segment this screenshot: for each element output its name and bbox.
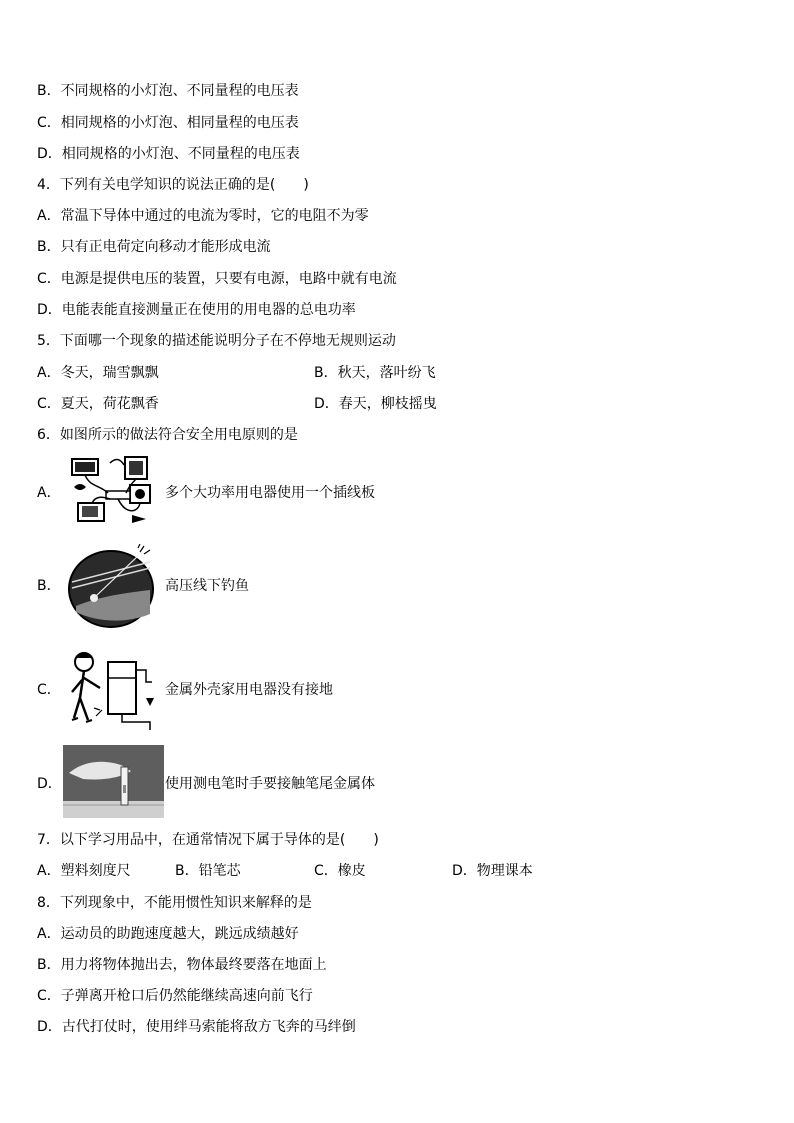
q3-option-c: C．相同规格的小灯泡、相同量程的电压表 — [37, 115, 299, 131]
q3-option-b: B．不同规格的小灯泡、不同量程的电压表 — [37, 83, 299, 99]
q8-stem: 8．下列现象中，不能用惯性知识来解释的是 — [37, 895, 312, 911]
power-strip-appliances-image — [70, 455, 162, 527]
q8-option-b: B．用力将物体抛出去，物体最终要落在地面上 — [37, 957, 327, 973]
q7-stem: 7．以下学习用品中，在通常情况下属于导体的是( ) — [37, 832, 379, 848]
q8-option-c: C．子弹离开枪口后仍然能继续高速向前飞行 — [37, 988, 313, 1004]
q6-option-a-caption: 多个大功率用电器使用一个插线板 — [165, 485, 375, 501]
q6-option-d-caption: 使用测电笔时手要接触笔尾金属体 — [165, 776, 375, 792]
q8-option-d: D．古代打仗时，使用绊马索能将敌方飞奔的马绊倒 — [37, 1019, 356, 1035]
q6-option-b-letter: B． — [37, 578, 61, 594]
q4-option-a: A．常温下导体中通过的电流为零时，它的电阻不为零 — [37, 208, 369, 224]
q6-option-c-caption: 金属外壳家用电器没有接地 — [165, 682, 333, 698]
fishing-under-power-line-image — [66, 544, 156, 634]
q6-option-d-letter: D． — [37, 776, 62, 792]
q5-stem: 5．下面哪一个现象的描述能说明分子在不停地无规则运动 — [37, 333, 396, 349]
q7-option-c: C．橡皮 — [314, 863, 366, 879]
q5-option-c: C．夏天，荷花飘香 — [37, 396, 159, 412]
q8-option-a: A．运动员的助跑速度越大，跳远成绩越好 — [37, 926, 299, 942]
q4-option-b: B．只有正电荷定向移动才能形成电流 — [37, 239, 271, 255]
q6-option-a-letter: A． — [37, 485, 61, 501]
ungrounded-appliance-image — [66, 648, 162, 732]
q6-option-c-letter: C． — [37, 682, 61, 698]
q5-option-a: A．冬天，瑞雪飘飘 — [37, 365, 159, 381]
q7-option-a: A．塑料刻度尺 — [37, 863, 131, 879]
q7-option-d: D．物理课本 — [452, 863, 533, 879]
q5-option-d: D．春天，柳枝摇曳 — [314, 396, 437, 412]
q4-option-c: C．电源是提供电压的装置，只要有电源，电路中就有电流 — [37, 271, 397, 287]
q5-option-b: B．秋天，落叶纷飞 — [314, 365, 436, 381]
q6-option-b-caption: 高压线下钓鱼 — [165, 578, 249, 594]
q3-option-d: D．相同规格的小灯泡、不同量程的电压表 — [37, 146, 300, 162]
q7-option-b: B．铅笔芯 — [175, 863, 241, 879]
q4-option-d: D．电能表能直接测量正在使用的用电器的总电功率 — [37, 302, 356, 318]
test-pen-hand-image — [63, 745, 164, 818]
q4-stem: 4．下列有关电学知识的说法正确的是( ) — [37, 177, 309, 193]
q6-stem: 6．如图所示的做法符合安全用电原则的是 — [37, 427, 298, 443]
